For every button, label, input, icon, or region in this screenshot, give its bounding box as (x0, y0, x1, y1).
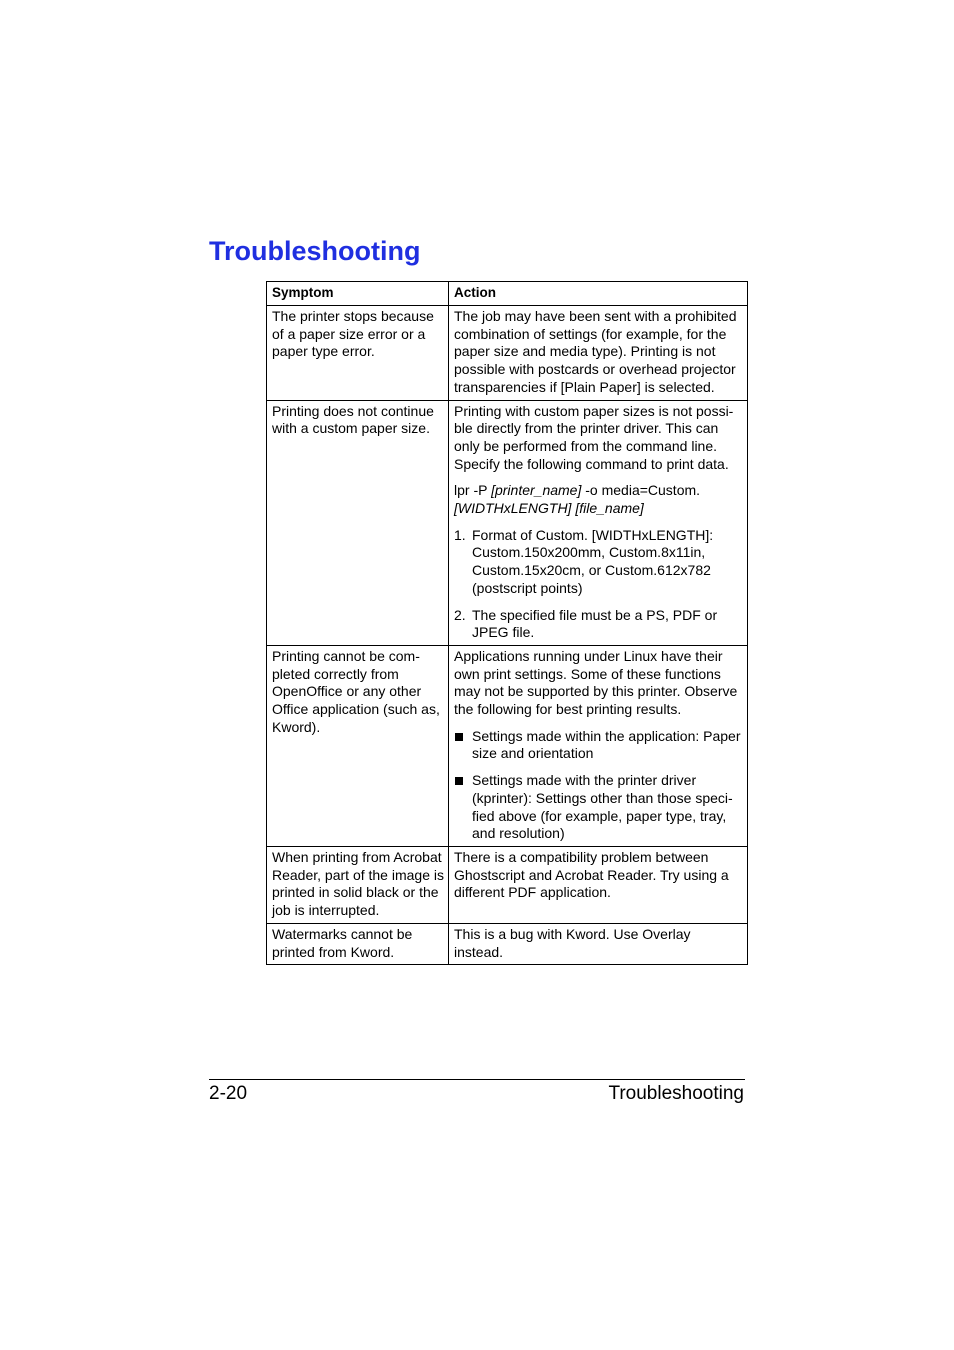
table-row (267, 923, 748, 964)
symptom-text: Watermarks cannot be printed from Kword. (272, 925, 413, 960)
action-cell (449, 645, 748, 846)
table-row (267, 846, 748, 923)
footer-page-number: 2-20 (209, 1083, 248, 1104)
symptom-text: Printing does not continue with a custom paper size. (272, 402, 434, 437)
action-text: The job may have been sent with a prohibited combination of settings (for example, for the paper size and media type). Printing is not possible with postcards or overhead projector transparencies if [Plain Paper] is selected. (454, 308, 737, 395)
square-bullet-icon (455, 733, 463, 741)
symptom-cell (267, 846, 449, 923)
bullet-list (454, 728, 743, 843)
command-prefix: lpr -P (454, 482, 492, 499)
command-printer-name: [printer_name] (491, 482, 582, 499)
footer-section-title: Troubleshooting (608, 1083, 744, 1104)
list-number: 2. (454, 606, 466, 623)
list-number: 1. (454, 526, 466, 543)
command-size: [WIDTHxLENGTH] (454, 500, 572, 517)
footer-divider (209, 1079, 745, 1080)
list-item-text: Settings made within the application: Paper size and orientation (472, 727, 741, 762)
numbered-list (454, 527, 743, 642)
symptom-text: Printing cannot be com-pleted correctly from OpenOffice or any other Office application (such as, Kword). (272, 647, 440, 735)
symptom-text: When printing from Acrobat Reader, part of the image is printed in solid black or the job is interrupted. (272, 848, 444, 919)
command-file-name: [file_name] (575, 500, 644, 517)
page-title: Troubleshooting (209, 236, 421, 266)
list-item (454, 772, 743, 843)
symptom-cell (267, 306, 449, 401)
table-row (267, 306, 748, 401)
action-cell (449, 306, 748, 401)
action-text: Applications running under Linux have their own print settings. Some of these functions may not be supported by this printer. Observe the following for best printing results. (454, 647, 738, 718)
action-cell (449, 923, 748, 964)
list-item (454, 607, 743, 642)
troubleshooting-table (266, 281, 748, 965)
action-text: Printing with custom paper sizes is not possi-ble directly from the printer driver. This can only be performed from the command line. Specify the following command to print data. (454, 402, 734, 472)
list-item-text: The specified file must be a PS, PDF or JPEG file. (472, 606, 718, 641)
square-bullet-icon (455, 777, 463, 785)
action-text: This is a bug with Kword. Use Overlay instead. (454, 925, 691, 960)
action-cell (449, 400, 748, 645)
table-header-row (267, 282, 748, 306)
symptom-text: The printer stops because of a paper size error or a paper type error. (272, 308, 434, 360)
symptom-cell (267, 400, 449, 645)
list-item-text: Format of Custom. [WIDTHxLENGTH]: Custom.150x200mm, Custom.8x11in, Custom.15x20cm, or Custom.612x782 (postscript points) (472, 526, 714, 596)
symptom-cell (267, 923, 449, 964)
command-media-option: -o media=Custom. (581, 482, 701, 499)
action-column-header: Action (449, 282, 748, 306)
table-row (267, 645, 748, 846)
action-text: There is a compatibility problem between Ghostscript and Acrobat Reader. Try using a different PDF application. (454, 848, 729, 901)
table-row (267, 400, 748, 645)
symptom-column-header: Symptom (267, 282, 449, 306)
symptom-cell (267, 645, 449, 846)
list-item (454, 728, 743, 763)
action-cell (449, 846, 748, 923)
command-line (454, 482, 743, 517)
list-item (454, 527, 743, 598)
list-item-text: Settings made with the printer driver (kprinter): Settings other than those speci-fied above (for example, paper type, tray, and resolution) (472, 772, 733, 842)
